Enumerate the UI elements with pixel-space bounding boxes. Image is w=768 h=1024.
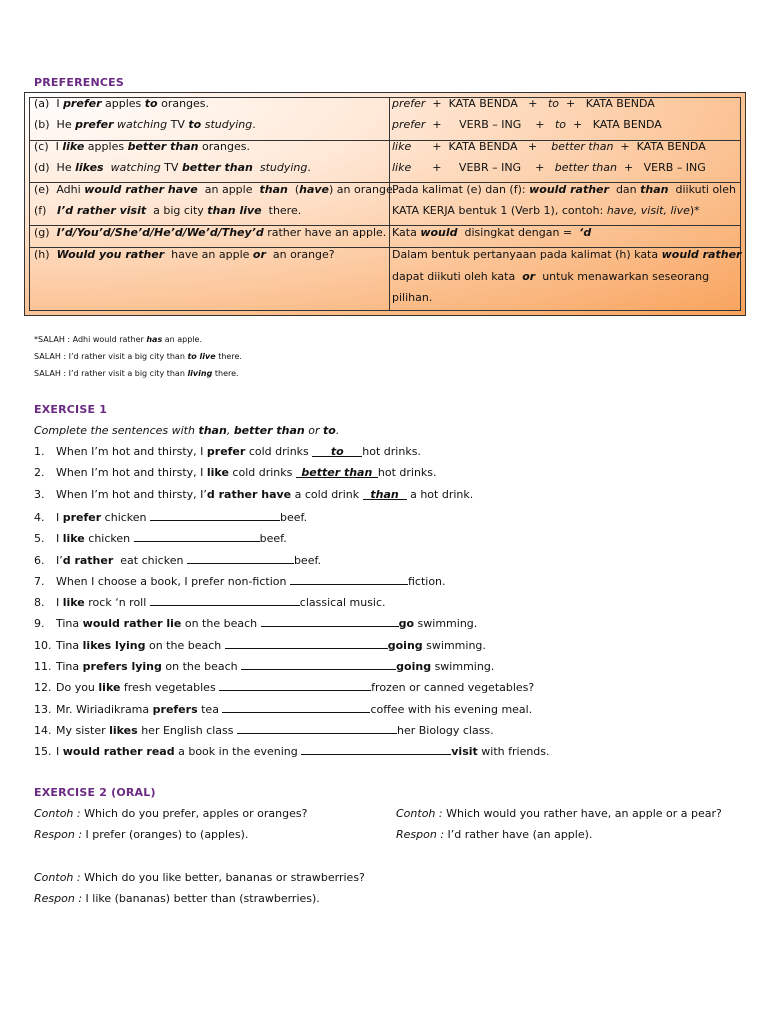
note-salah-3: SALAH : I’d rather visit a big city than living there.	[34, 369, 239, 378]
exercise-item: 3. When I’m hot and thirsty, I’d rather have a cold drink than a hot drink.	[34, 487, 474, 501]
exercise2-heading: EXERCISE 2 (ORAL)	[34, 786, 156, 799]
respon-3: Respon : I like (bananas) better than (strawberries).	[34, 892, 320, 905]
answer-blank[interactable]	[290, 573, 408, 585]
answer-blank[interactable]	[187, 552, 294, 564]
answer-blank[interactable]	[237, 722, 397, 734]
answer-blank[interactable]	[261, 615, 399, 627]
rule-pattern-7: Kata would disingkat dengan = ‘d	[392, 226, 592, 239]
rule-example-2: (b) He prefer watching TV to studying.	[34, 118, 256, 131]
preferences-heading: PREFERENCES	[34, 76, 124, 89]
rule-pattern-h-2: dapat diikuti oleh kata or untuk menawarkan seseorang	[392, 270, 710, 283]
rule-example-3: (c) I like apples better than oranges.	[34, 140, 250, 153]
exercise1-heading: EXERCISE 1	[34, 403, 108, 416]
exercise-item: 14. My sister likes her English class her Biology class.	[34, 723, 494, 737]
rule-pattern-6: KATA KERJA bentuk 1 (Verb 1), contoh: have, visit, live)*	[392, 204, 700, 217]
exercise-item: 5. I like chicken beef.	[34, 532, 287, 546]
contoh-1: Contoh : Which do you prefer, apples or oranges?	[34, 807, 308, 820]
exercise-item: 10. Tina likes lying on the beach going swimming.	[34, 638, 486, 652]
rule-pattern-2: prefer + VERB – ING + to + KATA BENDA	[392, 118, 662, 131]
contoh-2: Contoh : Which would you rather have, an apple or a pear?	[396, 807, 722, 820]
answer-blank[interactable]	[222, 701, 370, 713]
column-divider	[389, 98, 390, 310]
answer-blank[interactable]: better than	[296, 466, 378, 478]
rule-pattern-3: like + KATA BENDA + better than + KATA BENDA	[392, 140, 706, 153]
rule-example-5: (e) Adhi would rather have an apple than (have) an orange.	[34, 183, 397, 196]
exercise-item: 15. I would rather read a book in the evening visit with friends.	[34, 745, 550, 759]
answer-blank[interactable]	[150, 594, 300, 606]
answer-blank[interactable]	[301, 743, 451, 755]
rule-pattern-5: Pada kalimat (e) dan (f): would rather dan than diikuti oleh	[392, 183, 736, 196]
answer-blank[interactable]: to	[312, 445, 362, 457]
respon-2: Respon : I’d rather have (an apple).	[396, 828, 593, 841]
rule-pattern-8: Dalam bentuk pertanyaan pada kalimat (h) kata would rather	[392, 248, 742, 261]
exercise-item: 1. When I’m hot and thirsty, I prefer cold drinks to hot drinks.	[34, 445, 421, 458]
answer-blank[interactable]	[150, 509, 280, 521]
rule-pattern-4: like + VEBR – ING + better than + VERB – ING	[392, 161, 706, 174]
note-salah-1: *SALAH : Adhi would rather has an apple.	[34, 335, 203, 344]
respon-1: Respon : I prefer (oranges) to (apples).	[34, 828, 249, 841]
exercise-item: 6. I’d rather eat chicken beef.	[34, 553, 322, 567]
rule-example-4: (d) He likes watching TV better than studying.	[34, 161, 311, 174]
exercise-item: 2. When I’m hot and thirsty, I like cold drinks better than hot drinks.	[34, 466, 437, 480]
rule-example-7: (g) I’d/You’d/She’d/He’d/We’d/They’d rather have an apple.	[34, 226, 387, 239]
note-salah-2: SALAH : I’d rather visit a big city than to live there.	[34, 352, 242, 361]
exercise-item: 13. Mr. Wiriadikrama prefers tea coffee with his evening meal.	[34, 702, 533, 716]
answer-blank[interactable]: than	[363, 488, 407, 500]
exercise-item: 11. Tina prefers lying on the beach going swimming.	[34, 660, 495, 673]
exercise-item: 9. Tina would rather lie on the beach go swimming.	[34, 617, 478, 631]
exercise1-instruction: Complete the sentences with than, better than or to.	[34, 424, 340, 437]
rule-pattern-1: prefer + KATA BENDA + to + KATA BENDA	[392, 97, 655, 110]
exercise-item: 7. When I choose a book, I prefer non-fiction fiction.	[34, 574, 446, 588]
rule-pattern-h-3: pilihan.	[392, 291, 433, 304]
answer-blank[interactable]	[219, 679, 371, 691]
exercise-item: 12. Do you like fresh vegetables frozen or canned vegetables?	[34, 681, 535, 695]
answer-blank[interactable]	[225, 637, 388, 649]
exercise-item: 4. I prefer chicken beef.	[34, 510, 308, 524]
answer-blank[interactable]	[134, 530, 260, 542]
rule-example-6: (f) I’d rather visit a big city than live there.	[34, 204, 302, 217]
answer-blank[interactable]	[241, 658, 396, 670]
contoh-3: Contoh : Which do you like better, bananas or strawberries?	[34, 871, 365, 884]
rule-example-1: (a) I prefer apples to oranges.	[34, 97, 210, 110]
exercise-item: 8. I like rock ‘n roll classical music.	[34, 596, 386, 610]
rule-example-8: (h) Would you rather have an apple or an orange?	[34, 248, 335, 261]
